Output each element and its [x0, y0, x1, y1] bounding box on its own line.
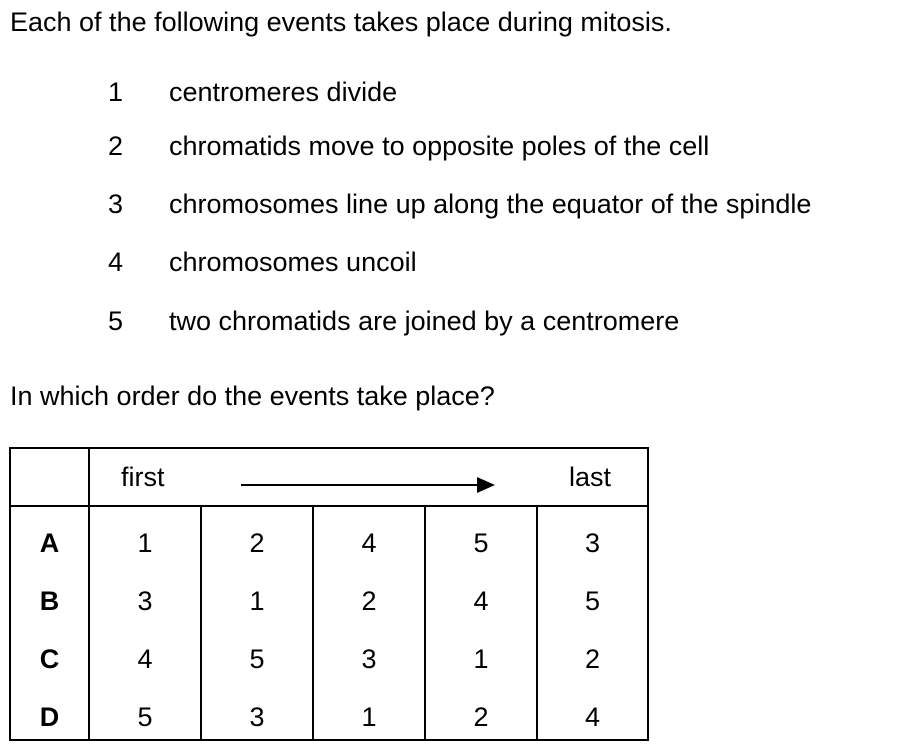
- table-cell: 1: [361, 702, 377, 732]
- event-number: 4: [108, 247, 124, 277]
- answer-table: [9, 447, 649, 741]
- event-text: centromeres divide: [169, 77, 398, 107]
- header-last: last: [569, 462, 612, 492]
- event-text: two chromatids are joined by a centromere: [169, 306, 680, 336]
- table-cell: 1: [137, 528, 153, 558]
- table-cell: 2: [473, 702, 489, 732]
- option-label: A: [39, 528, 60, 558]
- table-cell: 5: [473, 528, 489, 558]
- event-text: chromatids move to opposite poles of the cell: [169, 131, 710, 161]
- table-cell: 2: [584, 644, 601, 674]
- table-divider: [11, 505, 647, 507]
- event-number: 5: [108, 306, 124, 336]
- table-cell: 5: [249, 644, 265, 674]
- arrow-right-icon: [241, 477, 501, 493]
- question-intro: Each of the following events takes place during mitosis.: [10, 7, 672, 37]
- table-cell: 4: [473, 586, 489, 616]
- option-label: B: [39, 586, 60, 616]
- event-number: 1: [108, 77, 124, 107]
- table-cell: 4: [361, 528, 377, 558]
- event-number: 3: [108, 189, 124, 219]
- event-text: chromosomes uncoil: [169, 247, 417, 277]
- header-first: first: [121, 462, 165, 492]
- table-cell: 5: [137, 702, 153, 732]
- question-prompt: In which order do the events take place?: [10, 381, 495, 411]
- option-label: C: [39, 644, 60, 674]
- table-cell: 3: [137, 586, 153, 616]
- table-cell: 3: [249, 702, 265, 732]
- event-text: chromosomes line up along the equator of the spindle: [169, 189, 812, 219]
- table-cell: 5: [584, 586, 601, 616]
- option-label: D: [39, 702, 60, 732]
- table-cell: 4: [584, 702, 601, 732]
- table-cell: 3: [361, 644, 377, 674]
- table-cell: 1: [473, 644, 489, 674]
- table-cell: 4: [137, 644, 153, 674]
- table-cell: 2: [249, 528, 265, 558]
- table-cell: 2: [361, 586, 377, 616]
- table-cell: 1: [249, 586, 265, 616]
- event-number: 2: [108, 131, 124, 161]
- table-cell: 3: [584, 528, 601, 558]
